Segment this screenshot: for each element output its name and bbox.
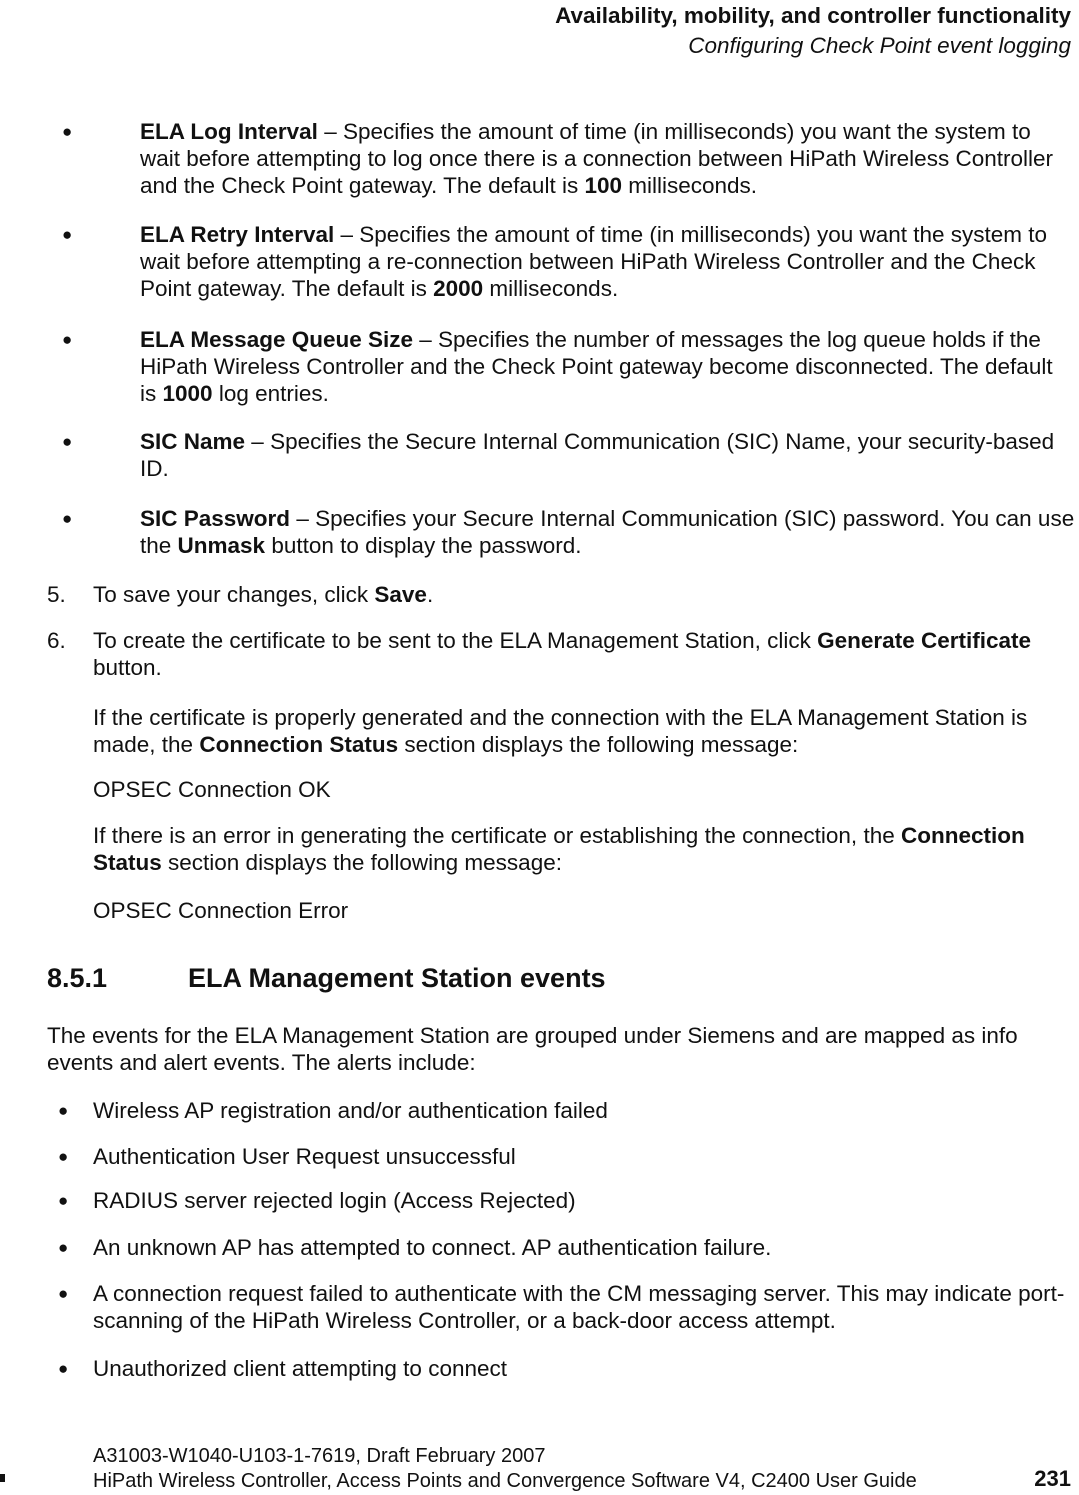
bold-term: Unmask [177,533,266,558]
bold-term: ELA Log Interval [140,119,318,144]
text-run: . [426,582,434,607]
text-run: OPSEC Connection Error [93,898,349,923]
bullet-item [62,326,1075,407]
text-run: Authentication User Request unsuccessful [93,1144,516,1169]
numbered-step [47,627,1075,681]
bold-term: Connection Status [199,732,399,757]
bold-term: Generate Certificate [817,628,1031,653]
bullet-item [58,1187,1075,1214]
bold-term: SIC Password [140,506,291,531]
bullet-item [62,428,1075,482]
running-header-title: Availability, mobility, and controller functionality [555,3,1071,28]
section-heading [47,965,606,992]
paragraph [93,897,1075,924]
text-run: milliseconds. [622,173,758,198]
text-run: OPSEC Connection OK [93,777,331,802]
bullet-icon: ● [62,509,73,528]
text-run: – Specifies the amount of time (in milliseconds) you want the system to wait before attempting to log once there is a connection between HiPath Wireless Controller and the Check Point gateway. The default is [140,119,1053,198]
step-number: 5. [47,582,66,607]
bullet-item [62,505,1075,559]
bullet-icon: ● [58,1359,69,1378]
text-run: section displays the following message: [161,850,562,875]
bold-term: Save [374,582,427,607]
bold-term: 100 [584,173,622,198]
text-run: button to display the password. [265,533,582,558]
page-number: 231 [1034,1466,1071,1491]
footer-doc-id: A31003-W1040-U103-1-7619, Draft February 2007 [93,1445,546,1467]
bullet-icon: ● [62,122,73,141]
bold-term: SIC Name [140,429,246,454]
paragraph [93,822,1075,876]
bullet-icon: ● [58,1284,69,1303]
text-run: milliseconds. [483,276,619,301]
bullet-item [62,118,1075,199]
text-run: – Specifies the Secure Internal Communication (SIC) Name, your security-based ID. [140,429,1055,481]
bold-term: 1000 [162,381,213,406]
paragraph [47,1022,1077,1076]
numbered-step [47,581,1075,608]
text-run: An unknown AP has attempted to connect. AP authentication failure. [93,1235,772,1260]
text-run: button. [93,655,162,680]
bullet-item [58,1355,1075,1382]
paragraph [93,776,1075,803]
footer-guide-title: HiPath Wireless Controller, Access Points and Convergence Software V4, C2400 User Guide [93,1470,917,1492]
paragraph [93,704,1075,758]
bullet-icon: ● [58,1101,69,1120]
bold-term: 2000 [433,276,484,301]
text-run: A connection request failed to authenticate with the CM messaging server. This may indicate port-scanning of the HiPath Wireless Controller, or a back-door access attempt. [93,1281,1065,1333]
bullet-icon: ● [58,1191,69,1210]
text-run: To save your changes, click [93,582,375,607]
bold-term: Connection Status [93,823,1025,875]
text-run: If there is an error in generating the certificate or establishing the connection, the [93,823,901,848]
section-title: ELA Management Station events [188,963,606,993]
bullet-item [58,1234,1075,1261]
section-number: 8.5.1 [47,963,108,993]
bullet-item [58,1280,1075,1334]
text-run: RADIUS server rejected login (Access Rejected) [93,1188,576,1213]
bold-term: ELA Retry Interval [140,222,335,247]
text-run: – Specifies the number of messages the log queue holds if the HiPath Wireless Controller and the Check Point gateway become disconnected. The default is [140,327,1053,406]
text-run: log entries. [212,381,329,406]
running-header-subtitle: Configuring Check Point event logging [688,33,1071,58]
text-run: – Specifies the amount of time (in milliseconds) you want the system to wait before attempting a re-connection between HiPath Wireless Controller and the Check Point gateway. The default is [140,222,1048,301]
bullet-item [58,1143,1075,1170]
text-run: Unauthorized client attempting to connect [93,1356,507,1381]
text-run: Wireless AP registration and/or authentication failed [93,1098,608,1123]
bullet-icon: ● [62,225,73,244]
step-number: 6. [47,628,66,653]
bullet-icon: ● [58,1238,69,1257]
text-run: section displays the following message: [398,732,799,757]
bold-term: ELA Message Queue Size [140,327,414,352]
bullet-icon: ● [62,432,73,451]
bullet-icon: ● [62,330,73,349]
bullet-item [62,221,1075,302]
text-run: The events for the ELA Management Station are grouped under Siemens and are mapped as info events and alert events. The alerts include: [47,1023,1018,1075]
text-run: To create the certificate to be sent to the ELA Management Station, click [93,628,818,653]
text-run: – Specifies your Secure Internal Communication (SIC) password. You can use the [140,506,1075,558]
bullet-icon: ● [58,1147,69,1166]
page-mark [0,1474,5,1482]
text-run: If the certificate is properly generated and the connection with the ELA Management Station is made, the [93,705,1028,757]
bullet-item [58,1097,1075,1124]
